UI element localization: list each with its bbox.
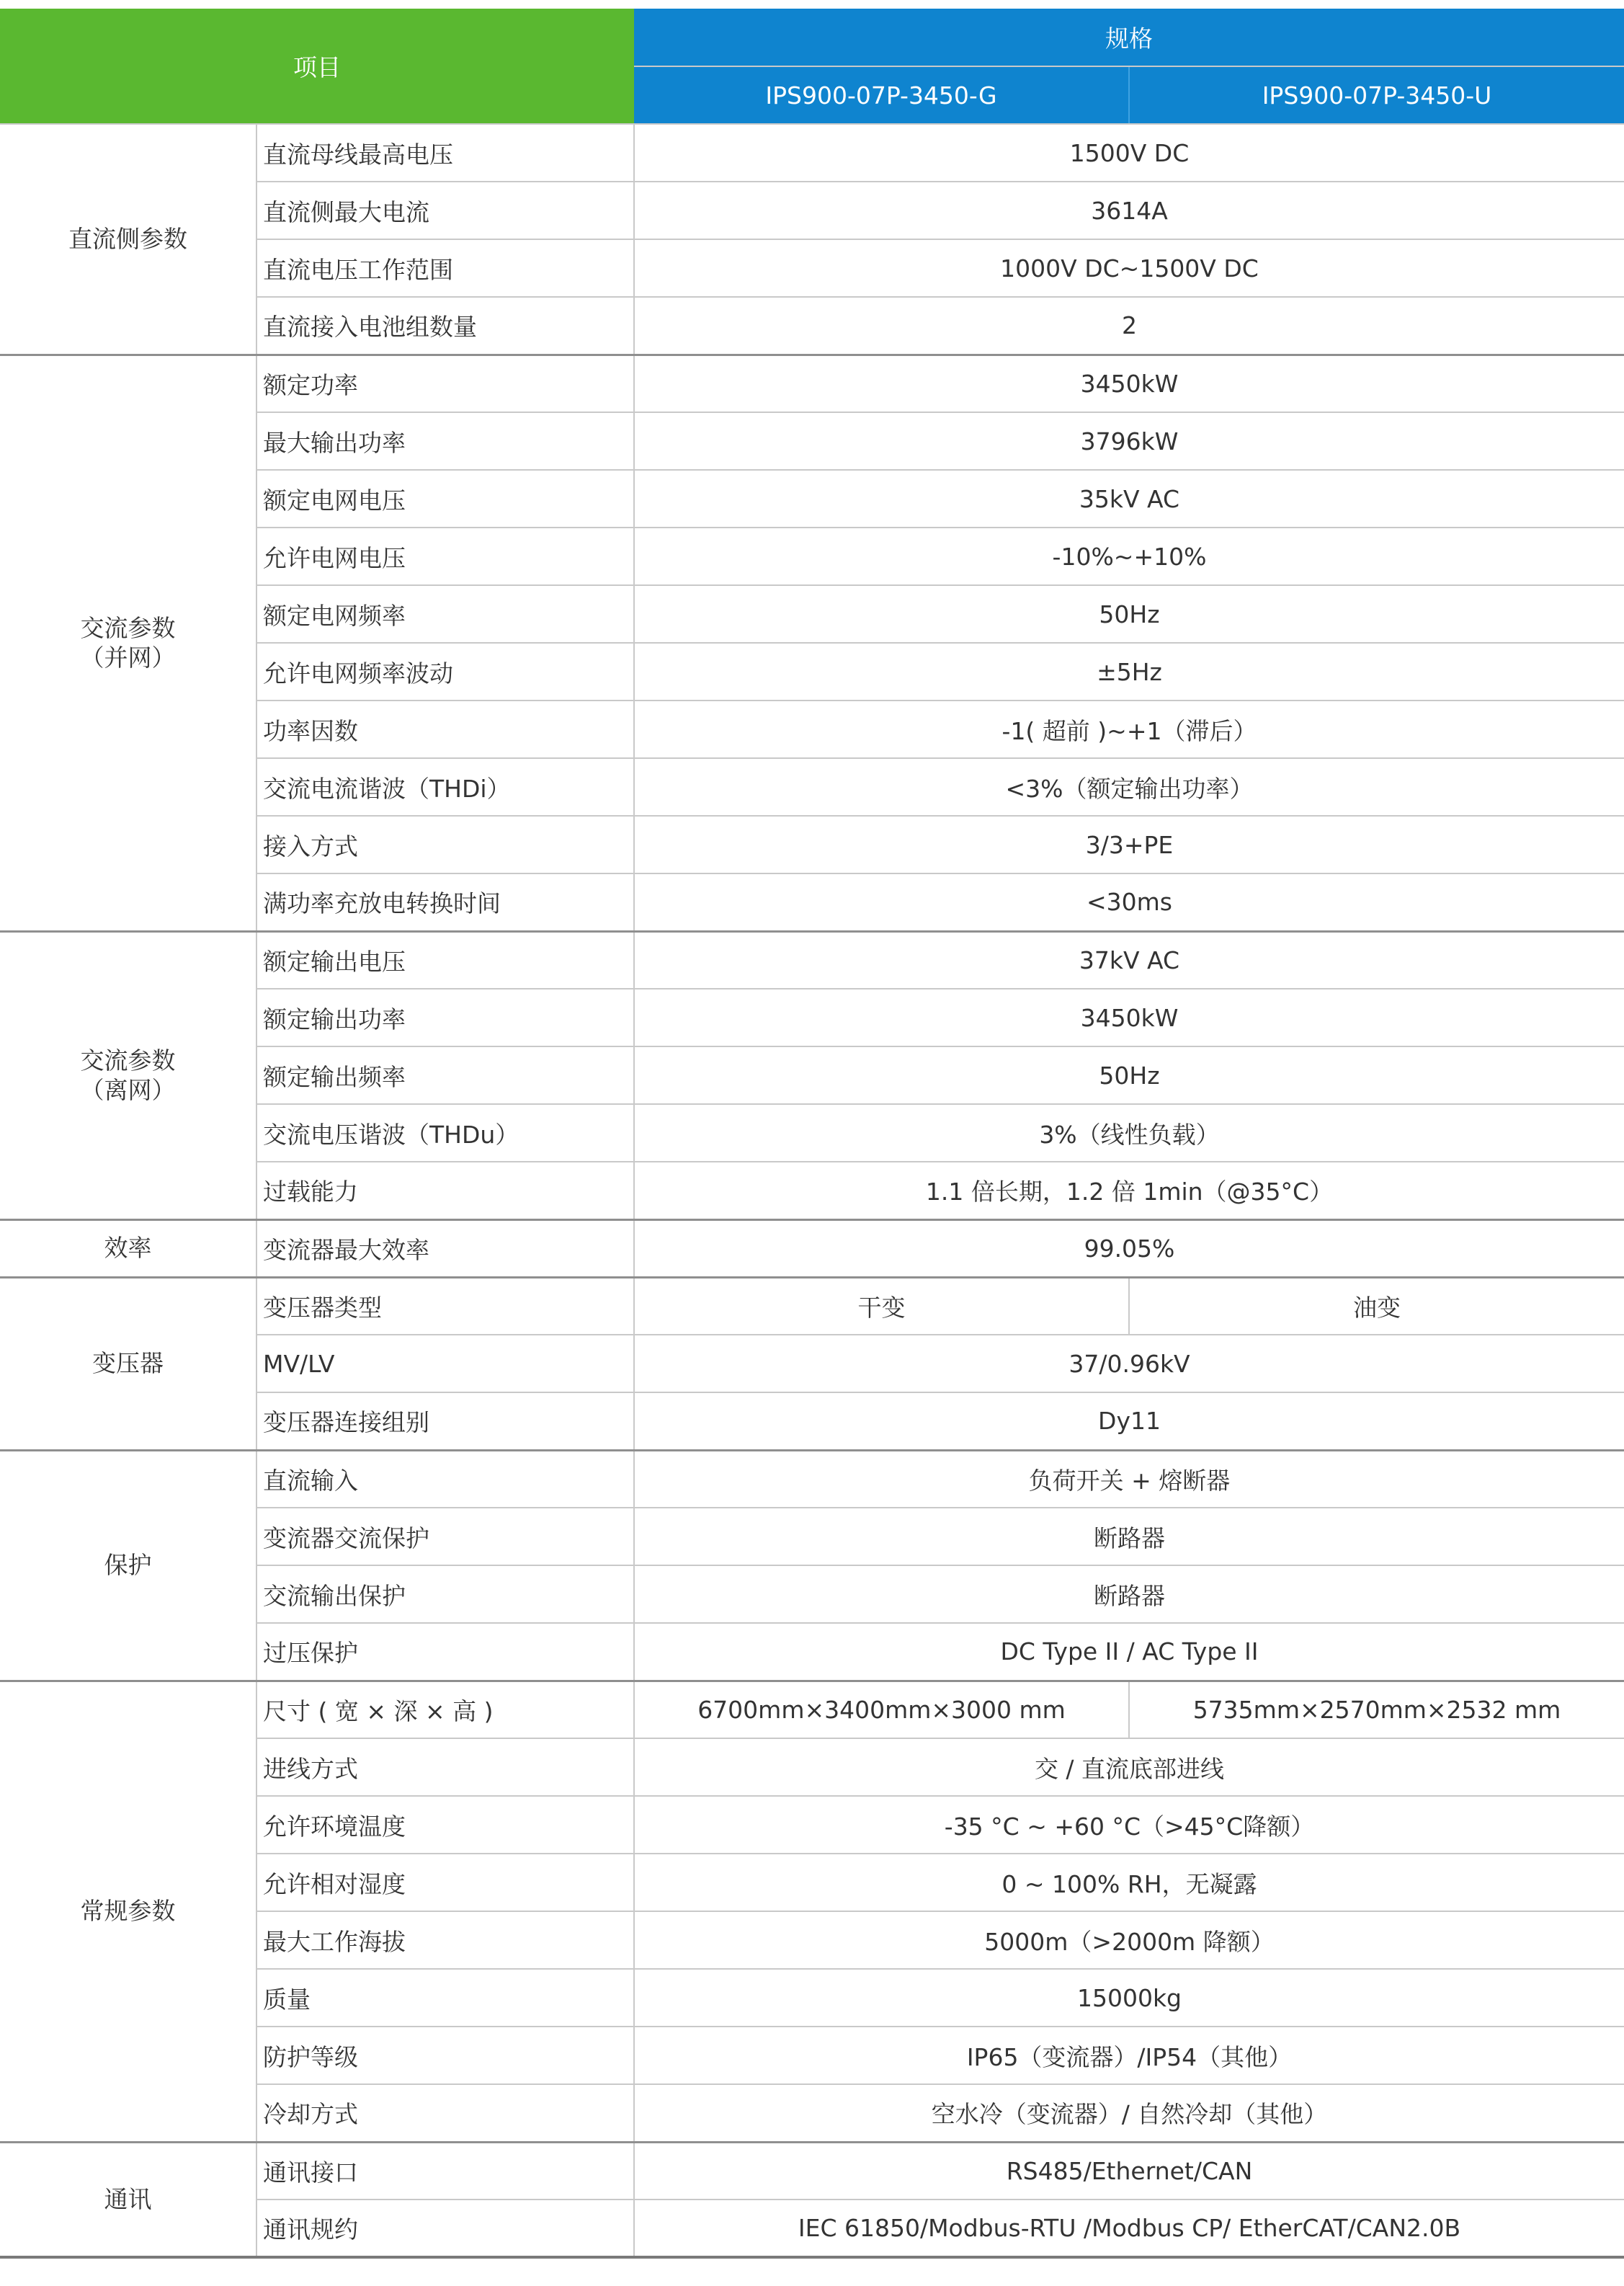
param-name: 最大输出功率 bbox=[256, 412, 634, 470]
table-row bbox=[0, 1219, 1624, 1277]
param-value: 2 bbox=[634, 297, 1624, 355]
group-label-line: （离网） bbox=[80, 1076, 176, 1104]
param-name: 直流母线最高电压 bbox=[256, 124, 634, 182]
param-value: IP65（变流器）/IP54（其他） bbox=[634, 2027, 1624, 2084]
table-row bbox=[0, 1277, 1624, 1335]
param-name: 额定输出频率 bbox=[256, 1046, 634, 1104]
param-value: DC Type II / AC Type II bbox=[634, 1623, 1624, 1681]
group-label-line: 通讯 bbox=[104, 2185, 152, 2214]
group-label bbox=[0, 1450, 256, 1681]
group-label bbox=[0, 1681, 256, 2142]
param-value: 5000m（>2000m 降额） bbox=[634, 1911, 1624, 1969]
group-label bbox=[0, 1219, 256, 1277]
param-value-g: 6700mm×3400mm×3000 mm bbox=[634, 1681, 1129, 1738]
group-label-line: 交流参数 bbox=[80, 613, 176, 642]
param-name: 变流器交流保护 bbox=[256, 1508, 634, 1565]
param-value: 50Hz bbox=[634, 1046, 1624, 1104]
param-value: 1.1 倍长期，1.2 倍 1min（@35°C） bbox=[634, 1162, 1624, 1219]
param-value: 37/0.96kV bbox=[634, 1335, 1624, 1392]
param-name: 允许相对湿度 bbox=[256, 1854, 634, 1911]
spec-table bbox=[0, 9, 1624, 2259]
param-name: 直流电压工作范围 bbox=[256, 239, 634, 297]
table-row bbox=[0, 2142, 1624, 2200]
param-name: 额定电网频率 bbox=[256, 585, 634, 643]
param-value-u: 5735mm×2570mm×2532 mm bbox=[1129, 1681, 1624, 1738]
param-name: 接入方式 bbox=[256, 816, 634, 873]
param-value: 3450kW bbox=[634, 355, 1624, 412]
param-name: 额定输出功率 bbox=[256, 989, 634, 1046]
param-name: 额定输出电压 bbox=[256, 931, 634, 989]
param-name: 变压器类型 bbox=[256, 1277, 634, 1335]
param-name: 满功率充放电转换时间 bbox=[256, 873, 634, 931]
param-name: 冷却方式 bbox=[256, 2084, 634, 2142]
param-value: 3614A bbox=[634, 182, 1624, 239]
param-name: 直流输入 bbox=[256, 1450, 634, 1508]
param-name: 允许电网电压 bbox=[256, 528, 634, 585]
param-value: 负荷开关 + 熔断器 bbox=[634, 1450, 1624, 1508]
param-name: 额定功率 bbox=[256, 355, 634, 412]
param-name: 防护等级 bbox=[256, 2027, 634, 2084]
param-value: 50Hz bbox=[634, 585, 1624, 643]
group-label-line: 常规参数 bbox=[80, 1897, 176, 1926]
param-name: 直流侧最大电流 bbox=[256, 182, 634, 239]
param-value: 空水冷（变流器）/ 自然冷却（其他） bbox=[634, 2084, 1624, 2142]
group-label bbox=[0, 2142, 256, 2257]
group-label-line: 变压器 bbox=[92, 1349, 164, 1378]
param-value: 断路器 bbox=[634, 1508, 1624, 1565]
param-value-g: 干变 bbox=[634, 1277, 1129, 1335]
param-value: 3/3+PE bbox=[634, 816, 1624, 873]
param-name: 变流器最大效率 bbox=[256, 1219, 634, 1277]
group-label bbox=[0, 124, 256, 355]
param-value-u: 油变 bbox=[1129, 1277, 1624, 1335]
group-label-line: 保护 bbox=[104, 1551, 152, 1580]
param-value: 3%（线性负载） bbox=[634, 1104, 1624, 1162]
header-model-g: IPS900-07P-3450-G bbox=[634, 66, 1129, 124]
group-label-line: （并网） bbox=[80, 644, 176, 672]
param-name: 通讯接口 bbox=[256, 2142, 634, 2200]
param-value: <30ms bbox=[634, 873, 1624, 931]
param-value: -35 °C ~ +60 °C（>45°C降额） bbox=[634, 1796, 1624, 1854]
group-label-line: 直流侧参数 bbox=[68, 225, 187, 254]
param-name: 功率因数 bbox=[256, 701, 634, 758]
group-label bbox=[0, 1277, 256, 1450]
table-row bbox=[0, 124, 1624, 182]
group-label-line: 交流参数 bbox=[80, 1046, 176, 1075]
param-value: 断路器 bbox=[634, 1565, 1624, 1623]
param-name: 通讯规约 bbox=[256, 2200, 634, 2257]
param-value: 交 / 直流底部进线 bbox=[634, 1738, 1624, 1796]
table-row bbox=[0, 1681, 1624, 1738]
param-name: 最大工作海拔 bbox=[256, 1911, 634, 1969]
table-body bbox=[0, 124, 1624, 2257]
param-value: -10%~+10% bbox=[634, 528, 1624, 585]
param-name: 变压器连接组别 bbox=[256, 1392, 634, 1450]
param-value: 3450kW bbox=[634, 989, 1624, 1046]
table-row bbox=[0, 355, 1624, 412]
table-row bbox=[0, 931, 1624, 989]
param-value: 99.05% bbox=[634, 1219, 1624, 1277]
param-name: 进线方式 bbox=[256, 1738, 634, 1796]
param-value: 0 ~ 100% RH，无凝露 bbox=[634, 1854, 1624, 1911]
param-name: 交流电压谐波（THDu） bbox=[256, 1104, 634, 1162]
group-label bbox=[0, 355, 256, 931]
param-value: -1( 超前 )~+1（滞后） bbox=[634, 701, 1624, 758]
param-name: MV/LV bbox=[256, 1335, 634, 1392]
param-value: 3796kW bbox=[634, 412, 1624, 470]
table-header bbox=[0, 9, 1624, 124]
param-value: IEC 61850/Modbus-RTU /Modbus CP/ EtherCAT/CAN2.0B bbox=[634, 2200, 1624, 2257]
table-row bbox=[0, 1450, 1624, 1508]
param-name: 过载能力 bbox=[256, 1162, 634, 1219]
param-value: 35kV AC bbox=[634, 470, 1624, 528]
header-item: 项目 bbox=[0, 9, 634, 124]
param-name: 允许环境温度 bbox=[256, 1796, 634, 1854]
param-value: <3%（额定输出功率） bbox=[634, 758, 1624, 816]
param-value: 15000kg bbox=[634, 1969, 1624, 2027]
param-name: 直流接入电池组数量 bbox=[256, 297, 634, 355]
param-value: 1000V DC~1500V DC bbox=[634, 239, 1624, 297]
param-name: 允许电网频率波动 bbox=[256, 643, 634, 701]
param-value: Dy11 bbox=[634, 1392, 1624, 1450]
header-spec: 规格 bbox=[634, 9, 1624, 66]
param-value: RS485/Ethernet/CAN bbox=[634, 2142, 1624, 2200]
group-label bbox=[0, 931, 256, 1219]
param-value: 37kV AC bbox=[634, 931, 1624, 989]
param-name: 交流电流谐波（THDi） bbox=[256, 758, 634, 816]
param-value: ±5Hz bbox=[634, 643, 1624, 701]
param-name: 交流输出保护 bbox=[256, 1565, 634, 1623]
group-label-line: 效率 bbox=[104, 1234, 152, 1263]
param-name: 过压保护 bbox=[256, 1623, 634, 1681]
header-model-u: IPS900-07P-3450-U bbox=[1129, 66, 1624, 124]
param-name: 尺寸 ( 宽 × 深 × 高 ) bbox=[256, 1681, 634, 1738]
param-value: 1500V DC bbox=[634, 124, 1624, 182]
param-name: 额定电网电压 bbox=[256, 470, 634, 528]
param-name: 质量 bbox=[256, 1969, 634, 2027]
